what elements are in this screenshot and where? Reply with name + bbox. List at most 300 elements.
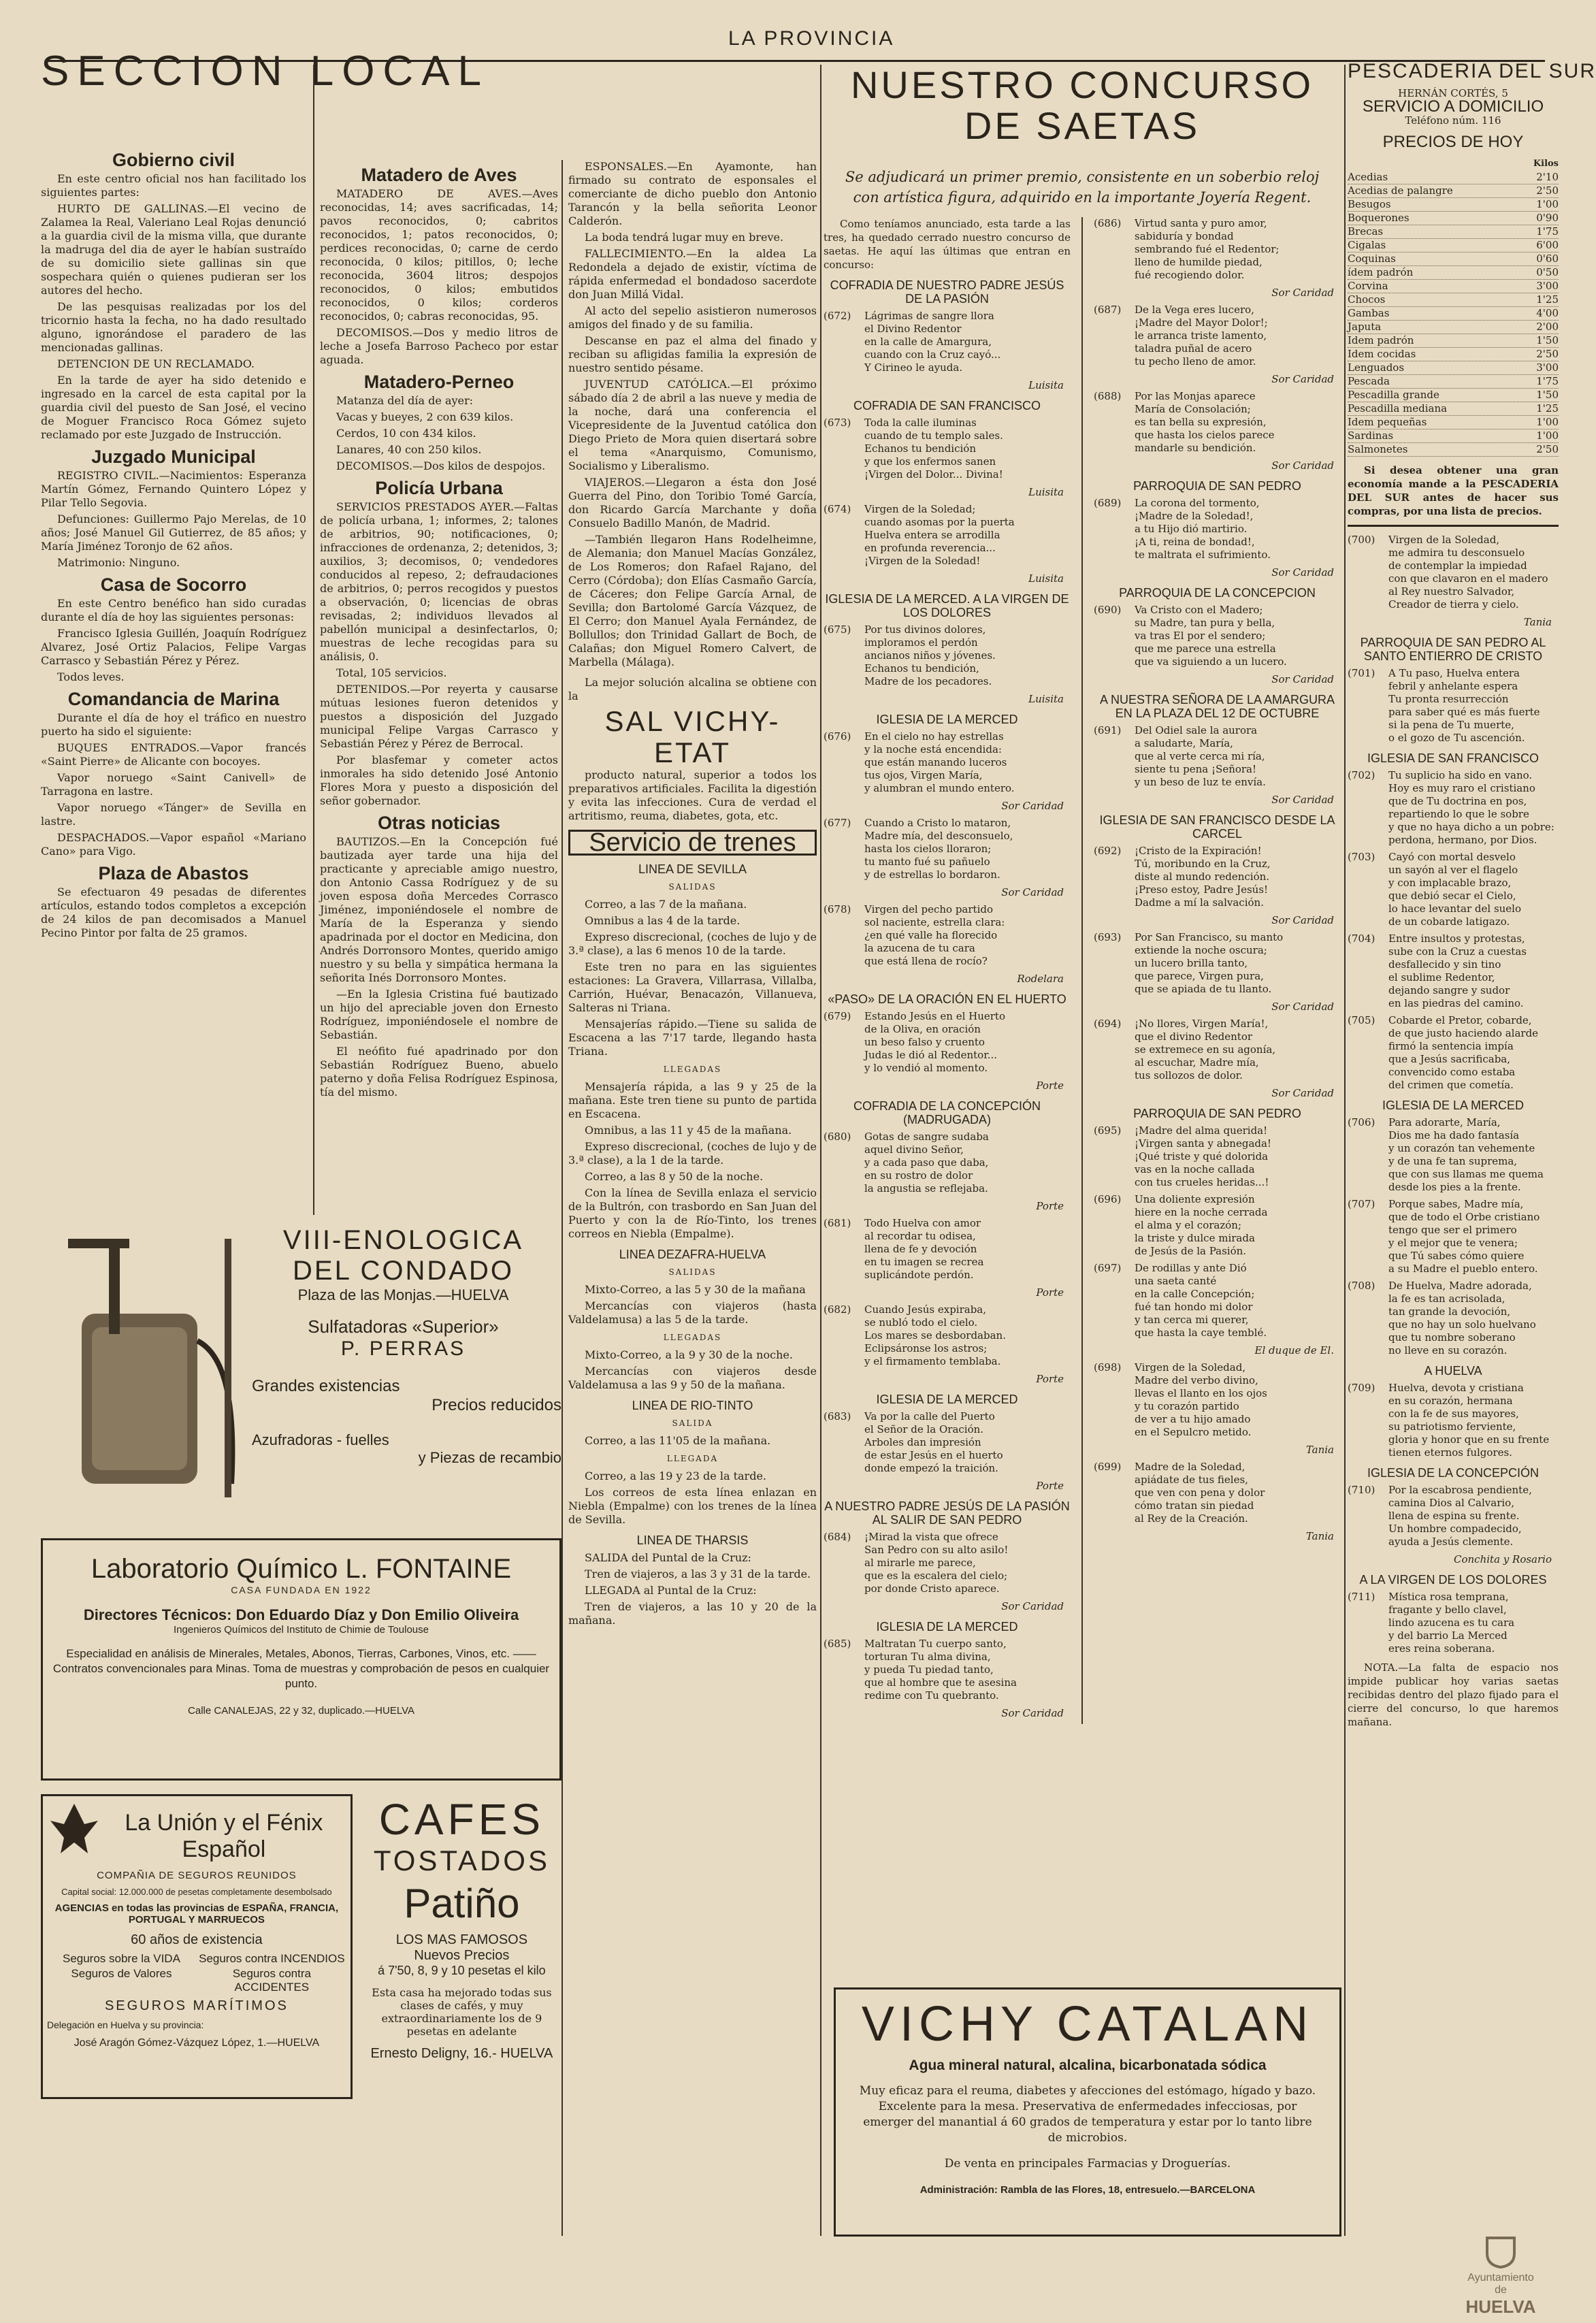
saeta-verse: De Huelva, Madre adorada,	[1388, 1280, 1532, 1292]
saeta-entry	[1348, 534, 1559, 611]
saeta-church: PARROQUIA DE LA CONCEPCION	[1119, 586, 1316, 600]
saeta-verses	[864, 623, 996, 688]
column-body	[568, 160, 817, 669]
paragraph: Descanse en paz el alma del finado y reciban su afligidas familia la expresión de nuestro sentido pésame.	[568, 334, 817, 374]
saeta-entry	[824, 730, 1071, 795]
train-line: LINEA DE THARSIS	[636, 1533, 749, 1547]
saeta-verse: que con sus llamas me quema	[1388, 1168, 1544, 1180]
saeta-number: (683)	[824, 1410, 851, 1423]
saeta-church: PARROQUIA DE SAN PEDRO	[1133, 1107, 1301, 1120]
saeta-verse: eres reina soberana.	[1388, 1642, 1495, 1655]
fish-name: Gambas	[1348, 307, 1390, 319]
price-row	[1348, 212, 1559, 225]
saeta-number: (675)	[824, 623, 851, 636]
saeta-verses	[1135, 217, 1279, 282]
saeta-verse: con tus crueles heridas...!	[1135, 1176, 1269, 1188]
fish-name: Japuta	[1348, 321, 1382, 333]
fish-name: Boquerones	[1348, 212, 1410, 224]
trains-title: Servicio de trenes	[568, 830, 817, 856]
saeta-verse: Y Cirineo le ayuda.	[864, 361, 963, 374]
saeta-verse: de estar Jesús en el huerto	[864, 1449, 1003, 1461]
fish-price: 2'00	[1536, 321, 1559, 333]
pescaderia-title: PESCADERIA DEL SUR	[1348, 60, 1596, 82]
paragraph: En este centro oficial nos han facilitado los siguientes partes:	[41, 172, 306, 199]
saeta-verses	[1135, 931, 1283, 996]
column-rule	[820, 65, 821, 2236]
saeta-verse: cuando con la Cruz cayó...	[864, 348, 1001, 361]
price-row	[1348, 402, 1559, 416]
train-entry: Correo, a las 8 y 50 de la noche.	[585, 1170, 764, 1183]
saeta-verses	[864, 1303, 1006, 1368]
saeta-signature: Tania	[1305, 1444, 1334, 1456]
pescaderia-service: SERVICIO A DOMICILIO	[1362, 97, 1544, 116]
saeta-verse: que ven con pena y dolor	[1135, 1487, 1265, 1499]
saeta-verses	[1388, 1280, 1536, 1357]
saeta-entry	[824, 310, 1071, 374]
cafes-title: CAFES	[378, 1795, 545, 1844]
saeta-verse: ¡Madre de la Soledad!,	[1135, 510, 1254, 522]
saeta-verse: Por las Monjas aparece	[1135, 390, 1256, 402]
saeta-verses	[1135, 1361, 1267, 1439]
fenix-title: La Unión y el Fénix Español	[125, 1810, 323, 1862]
saeta-verse: Huelva, devota y cristiana	[1388, 1382, 1524, 1394]
saeta-verse: cuando asomas por la puerta	[864, 516, 1015, 528]
saeta-verses	[1388, 1484, 1532, 1548]
saeta-verse: vas en la noche callada	[1135, 1163, 1255, 1175]
saeta-number: (702)	[1348, 769, 1375, 781]
saeta-number: (688)	[1094, 390, 1122, 402]
saeta-verse: que parece, Virgen pura,	[1135, 970, 1264, 982]
saeta-verse: ¡Madre del Mayor Dolor!;	[1135, 316, 1268, 329]
saeta-church: PARROQUIA DE SAN PEDRO	[1133, 479, 1301, 493]
saeta-number: (698)	[1094, 1361, 1122, 1374]
saeta-number: (676)	[824, 730, 851, 743]
saeta-entry	[824, 1217, 1071, 1282]
saeta-verse: le arranca triste lamento,	[1135, 329, 1267, 342]
saeta-verse: ¡Virgen de la Soledad!	[864, 555, 981, 567]
paragraph: Vapor noruego «Tánger» de Sevilla en lastre.	[41, 801, 306, 828]
saeta-entry	[824, 623, 1071, 688]
saeta-verse: que al hombre que te asesina	[864, 1676, 1017, 1689]
enologica-precios: Precios reducidos	[431, 1396, 561, 1414]
column-news	[568, 160, 817, 2236]
saeta-verse: Madre de la Soledad,	[1135, 1461, 1245, 1473]
saeta-verse: aquel divino Señor,	[864, 1143, 964, 1156]
saeta-number: (709)	[1348, 1382, 1375, 1394]
saeta-verse: Entre insultos y protestas,	[1388, 932, 1525, 945]
saeta-verse: Maltratan Tu cuerpo santo,	[864, 1638, 1007, 1650]
saeta-verses	[864, 817, 1013, 881]
fish-name: Lenguados	[1348, 361, 1405, 374]
paragraph: Francisco Iglesia Guillén, Joaquín Rodríguez Alvarez, José Ortiz Palacios, Felipe Vargas Carrasco y Sebastián Pérez y Pérez.	[41, 627, 306, 667]
saeta-church: «PASO» DE LA ORACIÓN EN EL HUERTO	[828, 992, 1066, 1006]
saeta-verse: el sublime Redentor,	[1388, 971, 1495, 984]
saeta-number: (710)	[1348, 1484, 1375, 1496]
saeta-verse: tan grande la devoción,	[1388, 1305, 1511, 1318]
fenix-agencies: AGENCIAS en todas las provincias de ESPAÑA, FRANCIA, PORTUGAL Y MARRUECOS	[54, 1902, 339, 1926]
fontaine-specialty: Especialidad en análisis de Minerales, Metales, Abonos, Tierras, Carbones, Vinos, etc. —— Contratos convencionales para Minas. Toma de muestras y comprobación de pesos en cualquier punto.	[52, 1647, 550, 1690]
saeta-number: (696)	[1094, 1193, 1122, 1205]
saeta-verse: Por la escabrosa pendiente,	[1388, 1484, 1532, 1496]
saeta-signature: Sor Caridad	[1271, 914, 1334, 926]
saeta-number: (682)	[824, 1303, 851, 1316]
saeta-verse: de Jesús de la Pasión.	[1135, 1245, 1247, 1257]
saeta-verse: que Tú sabes cómo quiere	[1388, 1250, 1525, 1262]
paragraph: —También llegaron Hans Rodelheimne, de Alemania; don Manuel Macías González, de Los Romeros; don Rafael Rajano, del Cerro (Córdoba); don Elías Casmaño García, de Cáceres; don Felipe García Arnal, de Sevilla; don Bartolomé García Vázquez, de El Cerro; don Manuel Ayala Fernández, de Bollullos; don Trinidad Gallart de Boch, de Calañas; don Miguel Romero Calvert, de Marbella (Málaga).	[568, 533, 817, 668]
saeta-entry	[1348, 932, 1559, 1010]
saeta-signature: Rodelara	[1017, 973, 1064, 985]
saeta-church: COFRADIA DE SAN FRANCISCO	[853, 399, 1041, 412]
fish-name: Sardinas	[1348, 429, 1394, 442]
saeta-signature: Sor Caridad	[1271, 794, 1334, 806]
paragraph: DETENCION DE UN RECLAMADO.	[57, 357, 255, 370]
fish-name: Brecas	[1348, 225, 1384, 238]
saeta-verse: Por San Francisco, su manto	[1135, 931, 1284, 943]
train-entry: Los correos de esta línea enlazan en Niebla (Empalme) con los trenes de la línea de Sevilla.	[568, 1486, 817, 1526]
saeta-verse: que hasta los cielos parece	[1135, 429, 1275, 441]
saeta-verse: Virtud santa y puro amor,	[1135, 217, 1267, 229]
price-row	[1348, 239, 1559, 253]
saeta-church: IGLESIA DE LA CONCEPCIÓN	[1367, 1466, 1540, 1480]
saeta-number: (689)	[1094, 497, 1122, 509]
price-row	[1348, 361, 1559, 375]
fish-name: Pescada	[1348, 375, 1390, 387]
fish-price: 1'50	[1536, 334, 1559, 346]
saeta-verse: de un cobarde latigazo.	[1388, 915, 1510, 928]
train-entry: Tren de viajeros, a las 3 y 31 de la tarde.	[585, 1567, 811, 1580]
price-row	[1348, 443, 1559, 457]
saeta-verse: Virgen de la Soledad,	[1135, 1361, 1246, 1374]
saeta-verses	[1388, 1116, 1544, 1194]
saeta-verses	[1388, 667, 1540, 745]
saeta-verse: Creador de tierra y cielo.	[1388, 598, 1519, 611]
enologica-brand: P. PERRAS	[340, 1337, 466, 1360]
saeta-verse: y tan cerca mi querer,	[1135, 1314, 1249, 1326]
saeta-number: (679)	[824, 1010, 851, 1022]
saeta-number: (674)	[824, 503, 851, 515]
saeta-verse: que tu nombre soberano	[1388, 1331, 1516, 1344]
saeta-verse: Lágrimas de sangre llora	[864, 310, 994, 322]
saeta-verse: de que justo haciendo alarde	[1388, 1027, 1539, 1039]
saeta-verse: la azucena de tu cara	[864, 942, 975, 954]
pescaderia-phone: Teléfono núm. 116	[1405, 114, 1501, 127]
saeta-verse: Virgen de la Soledad,	[1388, 534, 1500, 546]
saeta-verse: De rodillas y ante Dió	[1135, 1262, 1247, 1274]
paragraph: BAUTIZOS.—En la Concepción fué bautizada ayer tarde una hija del practicante y apreciable amigo nuestro, don Antonio Cassa Rodríguez y de su joven esposa doña Mercedes Corrasco Jiménez, imponiéndosele el nombre de María de la Esperanza y siendo apadrinada por el doctor en Medicina, don Andrés Dorronsoro Montes, querido amigo nuestro y su bella y simpática hermana la señorita Inés Dorronsoro Montes.	[320, 835, 558, 984]
saeta-number: (701)	[1348, 667, 1375, 679]
train-line: LINEA DEZAFRA-HUELVA	[619, 1248, 766, 1261]
paragraph: DETENIDOS.—Por reyerta y causarse mútuas lesiones fueron detenidos y puestos a disposición del Juzgado municipal Felipe Vargas Carrasco y Sebastián Pérez y Pérez de Berrocal.	[320, 683, 558, 750]
saeta-verse: Tú, moribundo en la Cruz,	[1135, 858, 1271, 870]
vichy-title: VICHY CATALAN	[861, 1997, 1314, 2051]
fish-price: 1'00	[1536, 198, 1559, 210]
cafes-prices: á 7'50, 8, 9 y 10 pesetas el kilo	[378, 1964, 546, 1977]
fish-price: 1'25	[1536, 293, 1559, 306]
saeta-verse: Porque sabes, Madre mía,	[1388, 1198, 1524, 1210]
saeta-verse: ¡Qué triste y qué dolorida	[1135, 1150, 1269, 1163]
column-rule	[313, 65, 314, 1215]
enologica-title: VIII-ENOLOGICA	[282, 1225, 524, 1255]
saeta-verse: sembrando fué el Redentor;	[1135, 243, 1280, 255]
saeta-entry	[1094, 1262, 1341, 1339]
train-kind: LLEGADAS	[663, 1065, 722, 1074]
saeta-verse: gloria y honor que en su frente	[1388, 1433, 1550, 1446]
saeta-verse: y el mejor que te venera;	[1388, 1237, 1518, 1249]
saeta-verse: se nubló todo el cielo.	[864, 1316, 978, 1329]
saeta-signature: Sor Caridad	[1001, 800, 1064, 812]
saeta-entry	[824, 1531, 1071, 1595]
price-row	[1348, 198, 1559, 212]
saeta-entry	[1348, 667, 1559, 745]
saeta-verse: San Pedro con su alto asilo!	[864, 1544, 1009, 1556]
column-body	[41, 150, 306, 940]
saetas-continued	[1348, 534, 1559, 1655]
saeta-entry	[824, 817, 1071, 881]
saeta-verse: va tras El por el sendero;	[1135, 630, 1266, 642]
saeta-verse: apiádate de tus fieles,	[1135, 1474, 1248, 1486]
saeta-verse: una saeta canté	[1135, 1275, 1217, 1287]
saeta-verse: y la noche está encendida:	[864, 743, 1002, 756]
saeta-verse: no lleve en su corazón.	[1388, 1344, 1508, 1357]
saeta-verse: Judas le dió al Redentor...	[864, 1049, 998, 1061]
concurso-title-2: DE SAETAS	[964, 104, 1201, 147]
column-rule	[1344, 65, 1346, 2236]
saeta-verse: De la Vega eres lucero,	[1135, 304, 1254, 316]
paragraph: DECOMISOS.—Dos kilos de despojos.	[336, 459, 546, 472]
paragraph: En la tarde de ayer ha sido detenido e ingresado en la carcel de esta capital por la guardia civil del puesto de San José, el vecino de Moguer Francisco Roca Gómez sujeto reclamado por este Juzgado de Instrucción.	[41, 374, 306, 441]
saeta-signature: Sor Caridad	[1271, 1087, 1334, 1099]
crest-icon	[1484, 2235, 1518, 2269]
saeta-church: IGLESIA DE LA MERCED	[1382, 1099, 1525, 1112]
paragraph: Durante el día de hoy el tráfico en nuestro puerto ha sido el siguiente:	[41, 711, 306, 738]
vichy-sale: De venta en principales Farmacias y Droguerías.	[944, 2157, 1231, 2171]
saeta-number: (678)	[824, 903, 851, 915]
section-heading: Casa de Socorro	[100, 574, 247, 595]
paragraph: —En la Iglesia Cristina fué bautizado un hijo del apreciable joven don Ernesto Rodríguez, imponiéndosele el nombre de Sebastián.	[320, 988, 558, 1041]
saeta-verse: cuando de tu templo sales.	[864, 429, 1003, 442]
saeta-church: IGLESIA DE LA MERCED	[876, 713, 1018, 726]
saeta-verse: en las piedras del camino.	[1388, 997, 1524, 1009]
saeta-verse: se extremece en su agonía,	[1135, 1043, 1276, 1056]
saeta-verse: te maltrata el sufrimiento.	[1135, 549, 1271, 561]
saeta-verse: ¡No llores, Virgen María!,	[1135, 1018, 1269, 1030]
saeta-signature: Luisita	[1028, 379, 1064, 391]
saeta-verse: a tu Hijo dió martirio.	[1135, 523, 1248, 535]
saeta-entry	[1094, 497, 1341, 562]
saeta-number: (687)	[1094, 304, 1122, 316]
saeta-verse: llena de fe y devoción	[864, 1243, 977, 1255]
saeta-verses	[864, 903, 1005, 968]
fish-price: 0'90	[1536, 212, 1559, 224]
saeta-verse: en su corazón, hermana	[1388, 1395, 1513, 1407]
sal-vichy-intro: La mejor solución alcalina se obtiene con la	[568, 676, 817, 702]
saeta-verses	[1135, 497, 1271, 562]
saeta-church: A HUELVA	[1424, 1364, 1482, 1378]
divider	[1348, 525, 1559, 527]
saeta-verse: un lucero brilla tanto,	[1135, 957, 1248, 969]
paragraph: MATADERO DE AVES.—Aves reconocidas, 14; aves sacrificadas, 14; pavos reconocidos, 0; cabritos reconocidos, 1; patos reconocidos, 0; perdices reconocidas, 0; carne de cerdo reconocida, 0 kilos; pitillos, 0; leche reconocida, 3604 litros; despojos reconocidos, 0 kilos; embutidos reconocidos, 0 kilos; corderos reconocidos, 0; cabras reconocidas, 95.	[320, 187, 558, 323]
saeta-verses	[1135, 724, 1266, 789]
saeta-verse: Todo Huelva con amor	[864, 1217, 981, 1229]
saeta-verse: y lo vendió al momento.	[864, 1062, 988, 1074]
saeta-signature: Porte	[1036, 1079, 1064, 1092]
paragraph: Matrimonio: Ninguno.	[57, 556, 180, 569]
saeta-signature: Conchita y Rosario	[1454, 1553, 1552, 1565]
concurso-subtitle: Se adjudicará un primer premio, consistente en un soberbio reloj con artística figura, adquirido en la importante Joyería Regent.	[845, 169, 1320, 206]
fish-name: ídem padrón	[1348, 266, 1414, 278]
saeta-entry	[824, 503, 1071, 568]
saeta-number: (680)	[824, 1131, 851, 1143]
saeta-verse: Mística rosa temprana,	[1388, 1591, 1509, 1603]
enologica-sulfatadoras: Sulfatadoras «Superior»	[308, 1316, 499, 1337]
saeta-verse: al escuchar, Madre mía,	[1135, 1056, 1259, 1069]
saeta-entry	[1348, 1591, 1559, 1655]
saeta-verse: Madre del verbo divino,	[1135, 1374, 1258, 1386]
fish-name: Pescadilla grande	[1348, 389, 1439, 401]
saeta-verse: llevas el llanto en los ojos	[1135, 1387, 1267, 1399]
saeta-verse: lindo azucena es tu cara	[1388, 1617, 1515, 1629]
enologica-address: Plaza de las Monjas.—HUELVA	[297, 1286, 509, 1303]
saeta-verse: y de una fe tan suprema,	[1388, 1155, 1518, 1167]
saeta-entry	[824, 1638, 1071, 1702]
price-row	[1348, 171, 1559, 184]
fish-name: Idem pequeñas	[1348, 416, 1427, 428]
trains-list	[568, 862, 817, 1627]
saeta-verse: Un hombre compadecido,	[1388, 1523, 1522, 1535]
newspaper-name: LA PROVINCIA	[728, 27, 895, 50]
saeta-verse: hasta los cielos lloraron;	[864, 843, 992, 855]
saeta-verse: un sayón al ver el flagelo	[1388, 864, 1518, 876]
paragraph: Defunciones: Guillermo Pajo Merelas, de 10 años; José Manuel Gil Gutierrez, de 85 años; y María Jiménez Toronjo de 62 años.	[41, 513, 306, 553]
saeta-number: (673)	[824, 417, 851, 429]
saeta-verses	[1388, 1198, 1540, 1276]
saeta-signature: Sor Caridad	[1001, 1707, 1064, 1719]
train-entry: Mixto-Correo, a las 5 y 30 de la mañana	[585, 1283, 806, 1296]
section-title: SECCION LOCAL	[41, 48, 490, 95]
fish-price: 0'60	[1536, 253, 1559, 265]
fenix-seguro-vida: Seguros sobre la VIDA	[62, 1952, 180, 1965]
saeta-verses	[864, 310, 1000, 374]
paragraph: Matanza del día de ayer:	[336, 394, 474, 407]
saeta-verses	[1135, 1018, 1275, 1082]
paragraph: HURTO DE GALLINAS.—El vecino de Zalamea la Real, Valeriano Leal Rojas denunció a la guardia civil de la misma villa, que durante la madruga del dia de ayer le habían sustraído de su domicilio siete gallinas sin que sospechara quién o quienes pudieran ser los autores del hecho.	[41, 202, 306, 297]
saeta-verse: Los mares se desbordaban.	[864, 1329, 1006, 1342]
saeta-church: IGLESIA DE SAN FRANCISCO	[1367, 751, 1540, 765]
price-list	[1348, 171, 1559, 457]
section-heading: Comandancia de Marina	[67, 689, 280, 709]
fish-price: 1'00	[1536, 429, 1559, 442]
saeta-verse: del crimen que cometía.	[1388, 1079, 1514, 1091]
vichy-subtitle: Agua mineral natural, alcalina, bicarbonatada sódica	[909, 2058, 1267, 2073]
fontaine-title: Laboratorio Químico L. FONTAINE	[91, 1554, 512, 1584]
fish-price: 1'00	[1536, 416, 1559, 428]
paragraph: REGISTRO CIVIL.—Nacimientos: Esperanza Martín Gómez, Fernando Quintero López y Pilar Tello Segovia.	[41, 469, 306, 509]
paragraph: En este Centro benéfico han sido curadas durante el día de hoy las siguientes personas:	[41, 597, 306, 623]
saeta-verse: lleno de humilde piedad,	[1135, 256, 1263, 268]
fenix-address: José Aragón Gómez-Vázquez López, 1.—HUELVA	[74, 2037, 320, 2049]
saeta-church: A NUESTRO PADRE JESÚS DE LA PASIÓN AL SALIR DE SAN PEDRO	[824, 1499, 1070, 1527]
saeta-verse: y pueda Tu piedad tanto,	[864, 1663, 994, 1676]
saeta-verse: y de estrellas lo bordaron.	[864, 868, 1000, 881]
saeta-verse: que hasta la caye temblé.	[1135, 1327, 1267, 1339]
enologica-existencias: Grandes existencias	[252, 1377, 400, 1395]
fish-name: Pescadilla mediana	[1348, 402, 1448, 415]
saeta-number: (705)	[1348, 1014, 1375, 1026]
saeta-verse: repartiendo lo que le sobre	[1388, 808, 1529, 820]
cafes-text: Esta casa ha mejorado todas sus clases de cafés, y muy extraordinariamente los de 9 pesetas en adelante	[372, 1986, 552, 2038]
paragraph: ESPONSALES.—En Ayamonte, han firmado su contrato de esponsales el comerciante de dicho pueblo don Antonio Tarancón y la bella señorita Leonor Calderón.	[568, 160, 817, 227]
paragraph: Vapor noruego «Saint Canivell» de Tarragona en lastre.	[41, 771, 306, 798]
price-row	[1348, 225, 1559, 239]
saeta-signature: Sor Caridad	[1271, 673, 1334, 685]
saeta-church: COFRADIA DE LA CONCEPCIÓN (MADRUGADA)	[853, 1099, 1041, 1126]
saeta-entry	[824, 1303, 1071, 1368]
saeta-verse: ¡Cristo de la Expiración!	[1135, 845, 1262, 857]
saeta-verse: al Rey nuestro Salvador,	[1388, 585, 1515, 598]
saeta-verse: diste al mundo redención.	[1135, 871, 1270, 883]
saeta-verse: mandarle su bendición.	[1135, 442, 1256, 454]
saeta-verse: En el cielo no hay estrellas	[864, 730, 1004, 743]
price-row	[1348, 293, 1559, 307]
saeta-verse: para saber qué es más fuerte	[1388, 706, 1540, 718]
watermark-line-2: HUELVA	[1465, 2296, 1536, 2317]
saeta-verse: de contemplar la impiedad	[1388, 559, 1527, 572]
fish-price: 0'50	[1536, 266, 1559, 278]
fish-name: Coquinas	[1348, 253, 1396, 265]
saeta-signature: Porte	[1036, 1286, 1064, 1299]
paragraph: JUVENTUD CATÓLICA.—El próximo sábado día 2 de abril a las nueve y media de la noche, dará una conferencia el Vicepresidente de la Juventud católica don Diego Prieto de Mora quien disertará sobre el tema «Anarquismo, Comunismo, Socialismo y Liberalismo.	[568, 378, 817, 472]
concurso-note: NOTA.—La falta de espacio nos impide publicar hoy varias saetas recibidas dentro del plazo fijado para el cierre del concurso, lo que haremos mañana.	[1348, 1661, 1559, 1728]
train-entry: Tren de viajeros, a las 10 y 20 de la mañana.	[568, 1600, 817, 1627]
saeta-verse: ¡Preso estoy, Padre Jesús!	[1135, 883, 1269, 896]
saeta-verse: Toda la calle iluminas	[864, 417, 977, 429]
saeta-verse: Madre mía, del desconsuelo,	[864, 830, 1013, 842]
saeta-entry	[824, 1010, 1071, 1075]
saeta-verse: en la calle Concepción;	[1135, 1288, 1255, 1300]
train-entry: Este tren no para en las siguientes estaciones: La Gravera, Villarrasa, Villalba, Carrión, Huévar, Benacazón, Villanueva, Salteras ni Triana.	[568, 960, 817, 1014]
saeta-church: IGLESIA DE SAN FRANCISCO DESDE LA CARCEL	[1099, 813, 1335, 841]
cafes-ad	[362, 1794, 561, 2099]
fish-name: Besugos	[1348, 198, 1391, 210]
train-entry: Mercancías con viajeros (hasta Valdelamusa) a las 5 de la tarde.	[568, 1299, 817, 1326]
saeta-verse: Cuando Jesús expiraba,	[864, 1303, 987, 1316]
saeta-verse: ayuda a Jesús clemente.	[1388, 1536, 1514, 1548]
fish-price: 2'50	[1536, 443, 1559, 455]
fontaine-address: Calle CANALEJAS, 22 y 32, duplicado.—HUELVA	[188, 1705, 414, 1717]
fontaine-founded: CASA FUNDADA EN 1922	[231, 1585, 372, 1595]
cafes-tostados: TOSTADOS	[373, 1845, 550, 1877]
saeta-verse: que al verte cerca mi ría,	[1135, 750, 1265, 762]
saeta-verse: Echanos tu bendición	[864, 442, 976, 455]
saeta-entry	[1094, 304, 1341, 368]
saeta-entry	[1094, 1461, 1341, 1525]
fenix-subtitle: COMPAÑIA DE SEGUROS REUNIDOS	[97, 1870, 297, 1881]
saeta-number: (699)	[1094, 1461, 1122, 1473]
saeta-verses	[1388, 769, 1554, 847]
saeta-verse: el alma y el corazón;	[1135, 1219, 1241, 1231]
saeta-verse: y tu corazón partido	[1135, 1400, 1239, 1412]
train-entry: Mensajerías rápido.—Tiene su salida de Escacena a las 7'17 tarde, llegando hasta Triana.	[568, 1018, 817, 1058]
ayuntamiento-watermark	[1463, 2235, 1538, 2317]
saeta-verse: donde empezó la traición.	[864, 1462, 998, 1474]
saeta-verses	[1388, 851, 1521, 928]
saeta-verses	[1135, 1124, 1271, 1189]
saeta-number: (694)	[1094, 1018, 1122, 1030]
saeta-verse: que me parece una estrella	[1135, 643, 1276, 655]
saeta-verse: dejando sangre y sudor	[1388, 984, 1510, 996]
paragraph: Todos leves.	[57, 670, 125, 683]
saeta-verse: en su rostro de dolor	[864, 1169, 973, 1182]
